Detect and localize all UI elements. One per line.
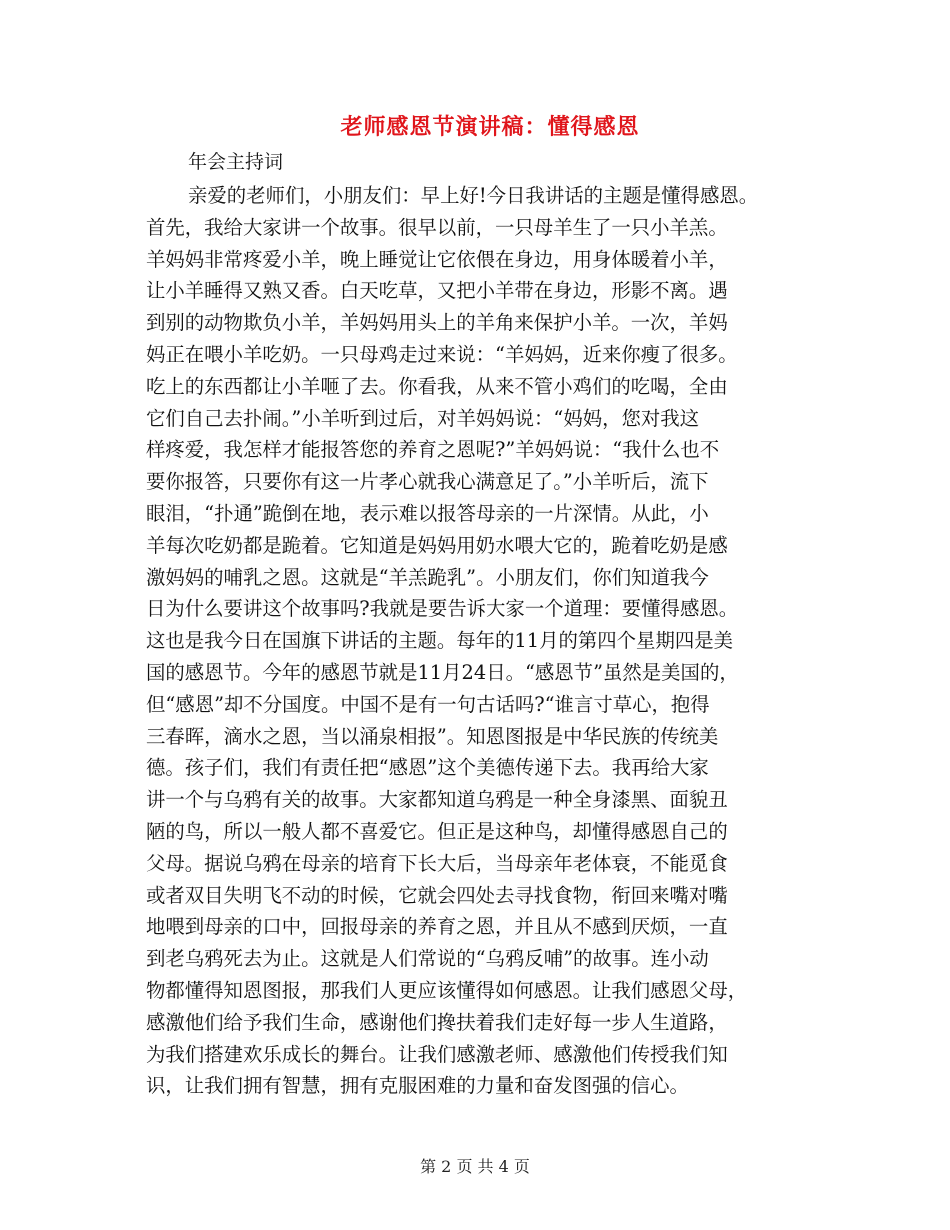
body-line: 到老乌鸦死去为止。这就是人们常说的“乌鸦反哺”的故事。连小动	[146, 947, 709, 971]
body-line: 眼泪，“扑通”跪倒在地，表示难以报答母亲的一片深情。从此，小	[146, 501, 709, 525]
body-line: 羊每次吃奶都是跪着。它知道是妈妈用奶水喂大它的，跪着吃奶是感	[146, 533, 728, 557]
body-line: 样疼爱，我怎样才能报答您的养育之恩呢?”羊妈妈说：“我什么也不	[146, 438, 720, 462]
body-line: 但“感恩”却不分国度。中国不是有一句古话吗?“谁言寸草心，抱得	[146, 692, 710, 716]
document-subtitle: 年会主持词	[188, 151, 284, 173]
body-line: 亲爱的老师们，小朋友们：早上好!今日我讲话的主题是懂得感恩。	[188, 184, 759, 207]
body-line: 羊妈妈非常疼爱小羊，晚上睡觉让它依偎在身边，用身体暖着小羊，	[146, 247, 728, 271]
body-line: 这也是我今日在国旗下讲话的主题。每年的11月的第四个星期四是美	[146, 629, 734, 653]
body-line: 让小羊睡得又熟又香。白天吃草，又把小羊带在身边，形影不离。遇	[146, 279, 728, 303]
body-line: 德。孩子们，我们有责任把“感恩”这个美德传递下去。我再给大家	[146, 756, 709, 780]
body-line: 吃上的东西都让小羊咂了去。你看我，从来不管小鸡们的吃喝，全由	[146, 374, 728, 398]
document-title: 老师感恩节演讲稿：懂得感恩	[340, 114, 640, 140]
body-line: 父母。据说乌鸦在母亲的培育下长大后，当母亲年老体衰，不能觅食	[146, 851, 728, 875]
body-line: 到别的动物欺负小羊，羊妈妈用头上的羊角来保护小羊。一次，羊妈	[146, 311, 728, 335]
body-line: 识，让我们拥有智慧，拥有克服困难的力量和奋发图强的信心。	[146, 1074, 689, 1098]
body-line: 感激他们给予我们生命，感谢他们搀扶着我们走好每一步人生道路，	[146, 1010, 728, 1034]
body-line: 首先，我给大家讲一个故事。很早以前，一只母羊生了一只小羊羔。	[146, 215, 728, 239]
body-line: 激妈妈的哺乳之恩。这就是“羊羔跪乳”。小朋友们，你们知道我今	[146, 565, 709, 589]
body-line: 国的感恩节。今年的感恩节就是11月24日。“感恩节”虽然是美国的，	[146, 660, 739, 684]
body-line: 或者双目失明飞不动的时候，它就会四处去寻找食物，衔回来嘴对嘴	[146, 883, 728, 907]
body-line: 地喂到母亲的口中，回报母亲的养育之恩，并且从不感到厌烦，一直	[146, 915, 728, 939]
body-line: 三春晖，滴水之恩，当以涌泉相报”。知恩图报是中华民族的传统美	[146, 724, 719, 748]
page-number-footer: 第 2 页 共 4 页	[420, 1157, 530, 1176]
body-line: 妈正在喂小羊吃奶。一只母鸡走过来说：“羊妈妈，近来你瘦了很多。	[146, 342, 738, 366]
body-line: 要你报答，只要你有这一片孝心就我心满意足了。”小羊听后，流下	[146, 470, 709, 494]
body-line: 日为什么要讲这个故事吗?我就是要告诉大家一个道理：要懂得感恩。	[146, 597, 739, 621]
body-line: 讲一个与乌鸦有关的故事。大家都知道乌鸦是一种全身漆黑、面貌丑	[146, 788, 728, 812]
body-line: 物都懂得知恩图报，那我们人更应该懂得如何感恩。让我们感恩父母，	[146, 978, 748, 1002]
body-line: 它们自己去扑闹。”小羊听到过后，对羊妈妈说：“妈妈，您对我这	[146, 406, 700, 430]
document-body	[146, 180, 826, 1102]
body-line: 为我们搭建欢乐成长的舞台。让我们感激老师、感激他们传授我们知	[146, 1042, 728, 1066]
body-line: 陋的鸟，所以一般人都不喜爱它。但正是这种鸟，却懂得感恩自己的	[146, 819, 728, 843]
